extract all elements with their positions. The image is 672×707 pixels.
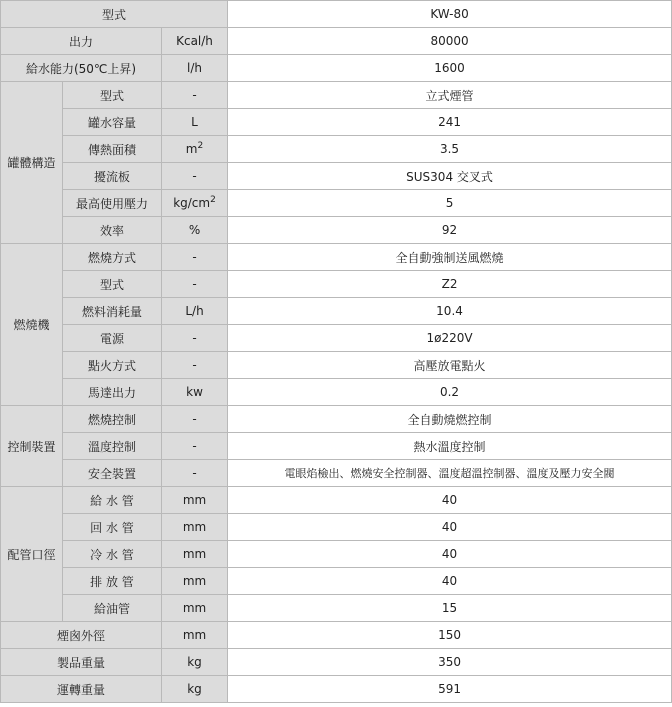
row-unit: mm [162, 541, 228, 568]
row-value: 0.2 [228, 379, 672, 406]
table-row [1, 352, 672, 379]
row-unit: - [162, 433, 228, 460]
row-value: 立式煙管 [228, 82, 672, 109]
row-unit: mm [162, 514, 228, 541]
table-row [1, 514, 672, 541]
output-value: 80000 [228, 28, 672, 55]
table-row [1, 622, 672, 649]
water-supply-value: 1600 [228, 55, 672, 82]
table-row [1, 460, 672, 487]
row-value: Z2 [228, 271, 672, 298]
row-unit: - [162, 271, 228, 298]
row-value: SUS304 交叉式 [228, 163, 672, 190]
table-row [1, 217, 672, 244]
row-value: 15 [228, 595, 672, 622]
row-value: 3.5 [228, 136, 672, 163]
table-row [1, 406, 672, 433]
table-row [1, 163, 672, 190]
table-row [1, 325, 672, 352]
chimney-value: 150 [228, 622, 672, 649]
row-unit: mm [162, 568, 228, 595]
piping-group-label: 配管口徑 [1, 487, 63, 622]
chimney-label: 煙囪外徑 [1, 622, 162, 649]
water-supply-label: 給水能力(50℃上昇) [1, 55, 162, 82]
row-label: 燃燒方式 [63, 244, 162, 271]
product-weight-unit: kg [162, 649, 228, 676]
table-row [1, 487, 672, 514]
table-row [1, 55, 672, 82]
table-row [1, 298, 672, 325]
row-value: 全自動燒燃控制 [228, 406, 672, 433]
row-value: 電眼焰檢出、燃燒安全控制器、溫度超溫控制器、溫度及壓力安全閥 [228, 460, 672, 487]
row-value: 5 [228, 190, 672, 217]
row-value: 40 [228, 541, 672, 568]
row-label: 安全裝置 [63, 460, 162, 487]
table-row [1, 28, 672, 55]
row-value: 高壓放電點火 [228, 352, 672, 379]
table-row [1, 541, 672, 568]
model-value: KW-80 [228, 1, 672, 28]
row-unit: - [162, 460, 228, 487]
row-label: 傳熱面積 [63, 136, 162, 163]
model-label: 型式 [1, 1, 228, 28]
row-value: 全自動強制送風燃燒 [228, 244, 672, 271]
row-unit: - [162, 325, 228, 352]
row-label: 燃料消耗量 [63, 298, 162, 325]
row-label: 最高使用壓力 [63, 190, 162, 217]
row-label: 溫度控制 [63, 433, 162, 460]
row-unit [162, 190, 228, 217]
row-value: 1ø220V [228, 325, 672, 352]
product-weight-label: 製品重量 [1, 649, 162, 676]
table-row [1, 190, 672, 217]
row-unit: - [162, 406, 228, 433]
unit-base: m [185, 142, 198, 156]
row-label: 排 放 管 [63, 568, 162, 595]
table-row [1, 109, 672, 136]
water-supply-unit: l/h [162, 55, 228, 82]
row-label: 給 水 管 [63, 487, 162, 514]
row-label: 罐水容量 [63, 109, 162, 136]
row-value: 熱水溫度控制 [228, 433, 672, 460]
row-label: 擾流板 [63, 163, 162, 190]
output-unit: Kcal/h [162, 28, 228, 55]
row-value: 40 [228, 568, 672, 595]
row-unit: - [162, 244, 228, 271]
table-row [1, 649, 672, 676]
row-value: 10.4 [228, 298, 672, 325]
table-row [1, 1, 672, 28]
row-value: 40 [228, 514, 672, 541]
row-unit: kw [162, 379, 228, 406]
row-unit: - [162, 352, 228, 379]
row-unit [162, 136, 228, 163]
row-unit: mm [162, 487, 228, 514]
row-unit: - [162, 163, 228, 190]
table-row [1, 136, 672, 163]
row-unit: - [162, 82, 228, 109]
table-row [1, 676, 672, 703]
output-label: 出力 [1, 28, 162, 55]
row-value: 92 [228, 217, 672, 244]
row-label: 型式 [63, 271, 162, 298]
control-group-label: 控制裝置 [1, 406, 63, 487]
table-row [1, 244, 672, 271]
row-label: 點火方式 [63, 352, 162, 379]
row-unit: % [162, 217, 228, 244]
row-unit: L/h [162, 298, 228, 325]
operating-weight-value: 591 [228, 676, 672, 703]
row-label: 馬達出力 [63, 379, 162, 406]
row-label: 回 水 管 [63, 514, 162, 541]
row-label: 給油管 [63, 595, 162, 622]
operating-weight-label: 運轉重量 [1, 676, 162, 703]
chimney-unit: mm [162, 622, 228, 649]
row-label: 冷 水 管 [63, 541, 162, 568]
table-row [1, 433, 672, 460]
row-label: 效率 [63, 217, 162, 244]
table-row [1, 82, 672, 109]
burner-group-label: 燃燒機 [1, 244, 63, 406]
boiler-body-group-label: 罐體構造 [1, 82, 63, 244]
row-unit: L [162, 109, 228, 136]
unit-base: kg/cm [173, 196, 211, 210]
row-unit: mm [162, 595, 228, 622]
row-value: 40 [228, 487, 672, 514]
row-label: 燃燒控制 [63, 406, 162, 433]
table-row [1, 271, 672, 298]
table-row [1, 595, 672, 622]
row-label: 電源 [63, 325, 162, 352]
operating-weight-unit: kg [162, 676, 228, 703]
row-value: 241 [228, 109, 672, 136]
row-label: 型式 [63, 82, 162, 109]
unit-superscript: 2 [197, 141, 204, 151]
table-row [1, 379, 672, 406]
unit-superscript: 2 [210, 195, 216, 205]
product-weight-value: 350 [228, 649, 672, 676]
table-row [1, 568, 672, 595]
